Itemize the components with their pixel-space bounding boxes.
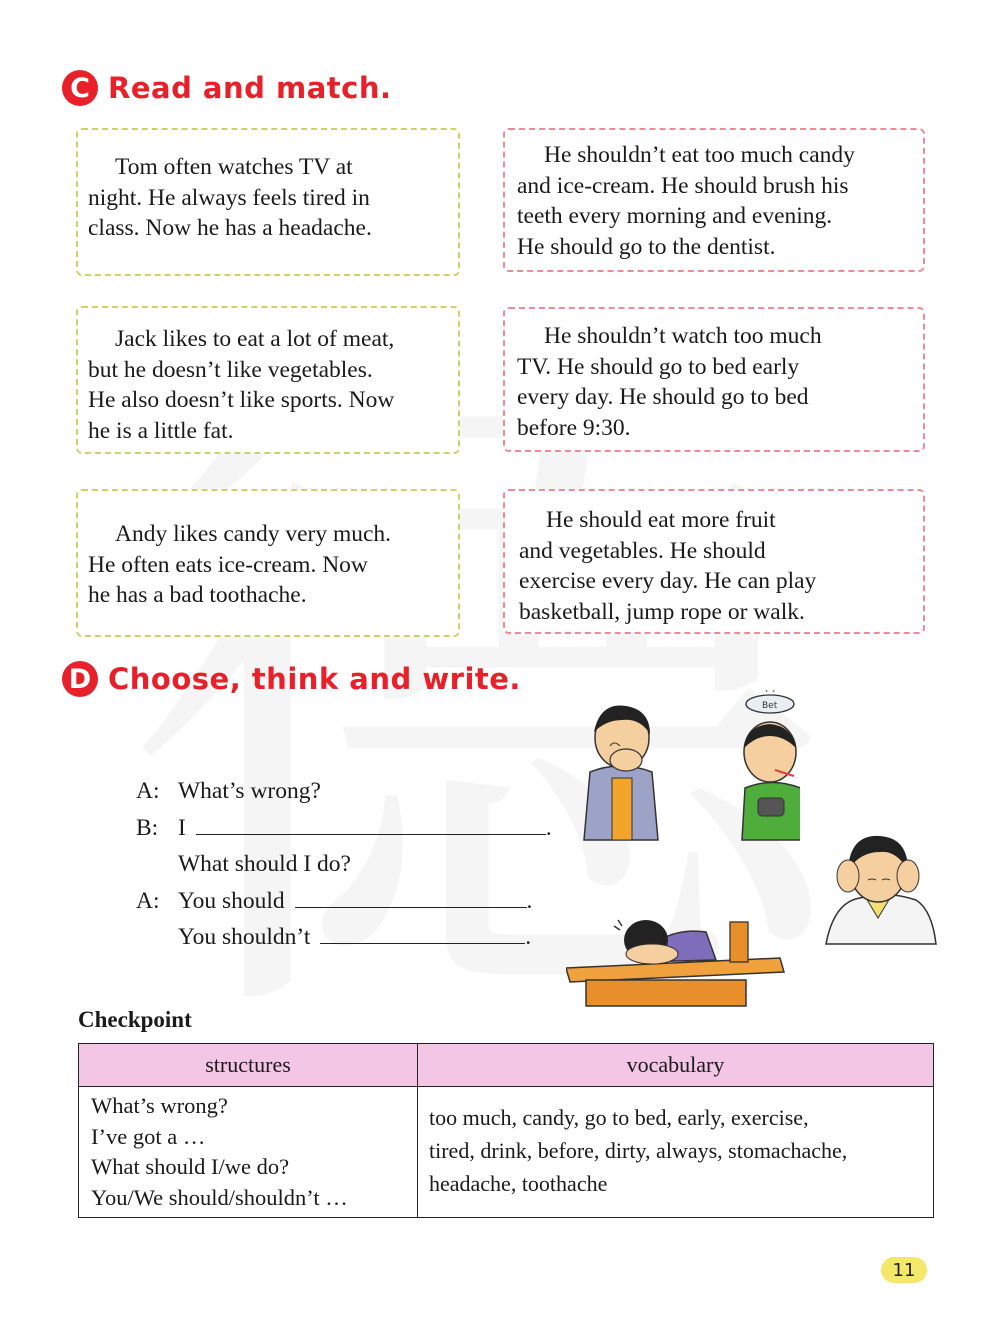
card-text: TV. He should go to bed early <box>517 353 800 380</box>
section-c-title: Read and match. <box>108 71 392 105</box>
section-c-badge: C <box>62 70 98 106</box>
card-text: He should eat more fruit <box>546 507 776 533</box>
dialogue-line: What’s wrong? <box>178 778 321 804</box>
dialogue-line: I <box>178 814 186 841</box>
structure-item: What’s wrong? <box>91 1093 228 1118</box>
problem-card-andy[interactable] <box>76 489 460 637</box>
card-text: he is a little fat. <box>88 417 234 444</box>
section-c-heading <box>62 70 392 106</box>
section-d-badge: D <box>62 661 98 697</box>
structure-item: I’ve got a … <box>91 1123 206 1149</box>
boy-headache-illustration <box>820 828 940 948</box>
page-number: 11 <box>881 1257 927 1283</box>
period: . <box>545 814 552 841</box>
vocabulary-line: tired, drink, before, dirty, always, stomachache, <box>429 1138 848 1163</box>
card-text: Tom often watches TV at <box>115 154 353 180</box>
card-text: Andy likes candy very much. <box>115 521 392 547</box>
speaker-a: A: <box>136 778 160 804</box>
section-d-title: Choose, think and write. <box>108 662 521 696</box>
checkpoint-title: Checkpoint <box>78 1007 192 1032</box>
boy-toothache-illustration <box>570 690 800 850</box>
dialogue-line: You should <box>178 887 285 914</box>
card-text: Jack likes to eat a lot of meat, <box>115 326 395 352</box>
vocabulary-line: headache, toothache <box>429 1171 608 1196</box>
card-text: teeth every morning and evening. <box>517 203 833 229</box>
advice-card-tv[interactable] <box>503 307 925 452</box>
advice-card-exercise[interactable] <box>503 489 925 634</box>
dialogue-line: What should I do? <box>178 851 351 877</box>
card-text: but he doesn’t like vegetables. <box>88 356 373 383</box>
card-text: He often eats ice-cream. Now <box>88 551 368 578</box>
boy-sleeping-desk-illustration <box>566 906 786 1012</box>
period: . <box>525 924 532 950</box>
card-text: He also doesn’t like sports. Now <box>88 387 395 413</box>
advice-card-candy[interactable] <box>503 128 925 272</box>
vocabulary-line: too much, candy, go to bed, early, exercise, <box>429 1105 809 1130</box>
problem-card-tom[interactable] <box>76 128 460 276</box>
hat-label: Bet <box>762 701 778 711</box>
dialogue <box>136 773 566 956</box>
card-text: night. He always feels tired in <box>88 184 370 211</box>
card-text: he has a bad toothache. <box>88 582 307 608</box>
card-text: exercise every day. He can play <box>519 568 817 594</box>
checkpoint-table <box>78 1043 934 1218</box>
speaker-b: B: <box>136 814 159 841</box>
card-text: and vegetables. He should <box>519 537 766 564</box>
period: . <box>526 887 533 914</box>
answer-blank-should[interactable] <box>295 885 527 908</box>
structure-item: You/We should/shouldn’t … <box>91 1184 348 1210</box>
card-text: and ice-cream. He should brush his <box>517 172 849 199</box>
card-text: basketball, jump rope or walk. <box>519 598 805 625</box>
speaker-a: A: <box>136 887 160 914</box>
header-structures: structures <box>79 1044 418 1087</box>
card-text: He shouldn’t eat too much candy <box>544 142 855 168</box>
structures-cell <box>79 1087 418 1218</box>
card-text: He shouldn’t watch too much <box>544 323 822 349</box>
answer-blank-shouldnt[interactable] <box>320 921 525 944</box>
card-text: every day. He should go to bed <box>517 384 809 410</box>
answer-blank-problem[interactable] <box>196 812 546 835</box>
card-text: class. Now he has a headache. <box>88 215 372 241</box>
structure-item: What should I/we do? <box>91 1154 290 1179</box>
dialogue-line: You shouldn’t <box>178 924 311 950</box>
header-vocabulary: vocabulary <box>418 1044 934 1087</box>
card-text: He should go to the dentist. <box>517 233 776 260</box>
section-d-heading <box>62 661 521 697</box>
vocabulary-cell <box>418 1087 934 1218</box>
problem-card-jack[interactable] <box>76 306 460 454</box>
card-text: before 9:30. <box>517 414 631 441</box>
